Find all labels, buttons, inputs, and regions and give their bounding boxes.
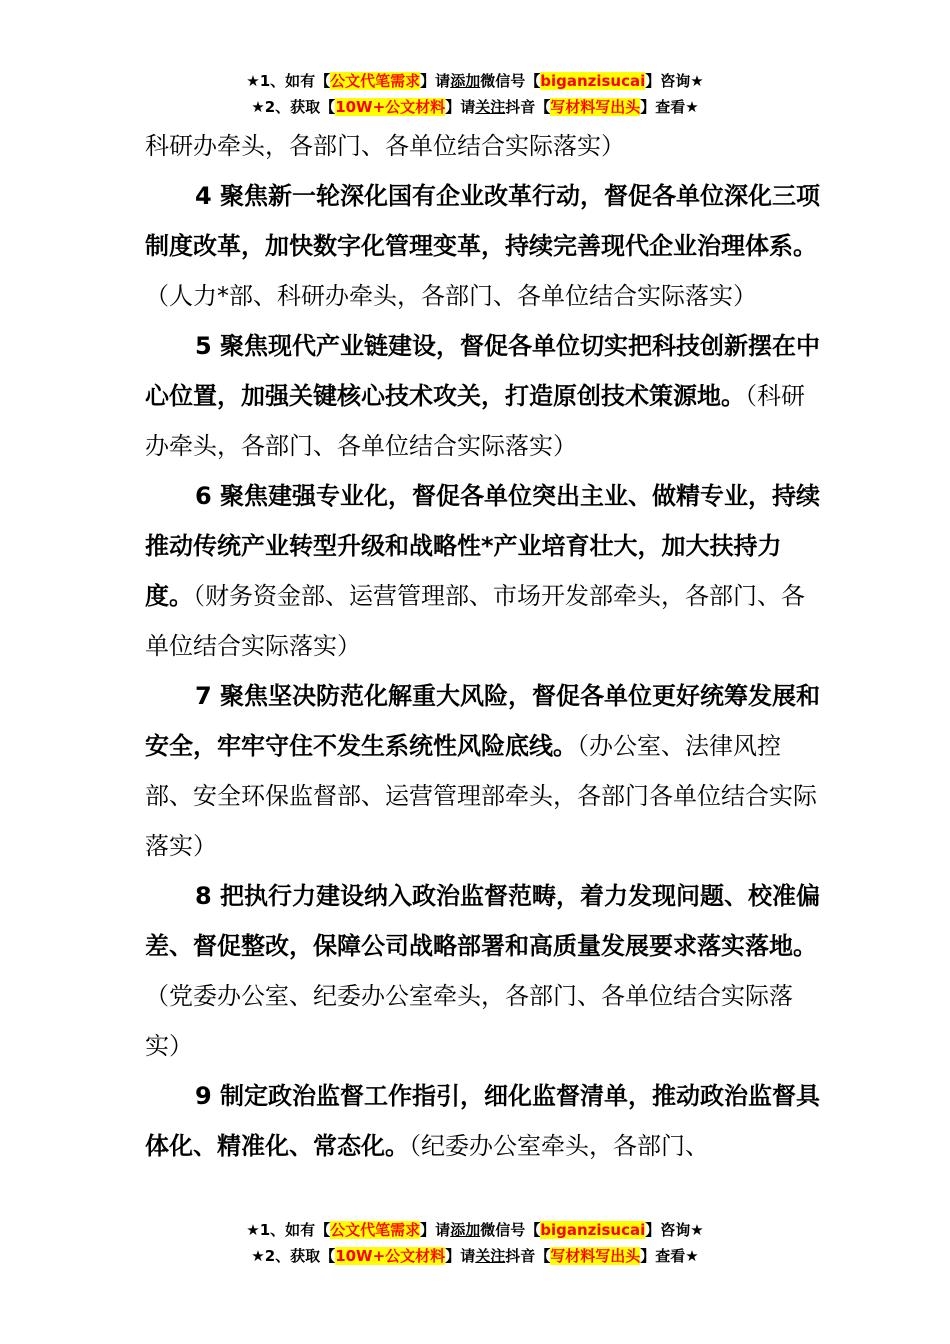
footer-banner	[0, 1217, 950, 1269]
highlight-douyin-account: 写材料写出头	[550, 98, 641, 116]
banner-line-2: ★2、获取【10W+公文材料】请关注抖音【写材料写出头】查看★	[251, 98, 699, 116]
list-item: 6 聚焦建强专业化，督促各单位突出主业、做精专业，持续推动传统产业转型升级和战略性*产业培育壮大，加大扶持力度。（财务资金部、运营管理部、市场开发部牵头，各部门、各单位结合实际落实）	[145, 482, 821, 660]
highlight-materials: 10W+公文材料	[335, 1247, 446, 1265]
highlight-wechat-id: biganzisucai	[540, 1221, 646, 1239]
highlight-service: 公文代笔需求	[330, 1221, 421, 1239]
lead-paragraph: 科研办牵头，各部门、各单位结合实际落实）	[145, 132, 625, 160]
list-item: 8 把执行力建设纳入政治监督范畴，着力发现问题、校准偏差、督促整改，保障公司战略部署和高质量发展要求落实落地。（党委办公室、纪委办公室牵头，各部门、各单位结合实际落实）	[145, 882, 821, 1060]
banner-line-1: ★1、如有【公文代笔需求】请添加微信号【biganzisucai】咨询★	[246, 1221, 704, 1239]
document-body	[145, 121, 825, 1171]
highlight-materials: 10W+公文材料	[335, 98, 446, 116]
list-item: 4 聚焦新一轮深化国有企业改革行动，督促各单位深化三项制度改革，加快数字化管理变革，持续完善现代企业治理体系。（人力*部、科研办牵头，各部门、各单位结合实际落实）	[145, 182, 821, 310]
list-item: 5 聚焦现代产业链建设，督促各单位切实把科技创新摆在中心位置，加强关键核心技术攻关，打造原创技术策源地。（科研办牵头，各部门、各单位结合实际落实）	[145, 332, 821, 460]
banner-line-1: ★1、如有【公文代笔需求】请添加微信号【biganzisucai】咨询★	[246, 72, 704, 90]
highlight-wechat-id: biganzisucai	[540, 72, 646, 90]
highlight-douyin-account: 写材料写出头	[550, 1247, 641, 1265]
banner-line-2: ★2、获取【10W+公文材料】请关注抖音【写材料写出头】查看★	[251, 1247, 699, 1265]
highlight-service: 公文代笔需求	[330, 72, 421, 90]
list-item: 7 聚焦坚决防范化解重大风险，督促各单位更好统筹发展和安全，牢牢守住不发生系统性风险底线。（办公室、法律风控部、安全环保监督部、运营管理部牵头，各部门各单位结合实际落实）	[145, 682, 821, 860]
header-banner	[0, 68, 950, 120]
list-item: 9 制定政治监督工作指引，细化监督清单，推动政治监督具体化、精准化、常态化。（纪委办公室牵头，各部门、	[145, 1082, 821, 1160]
